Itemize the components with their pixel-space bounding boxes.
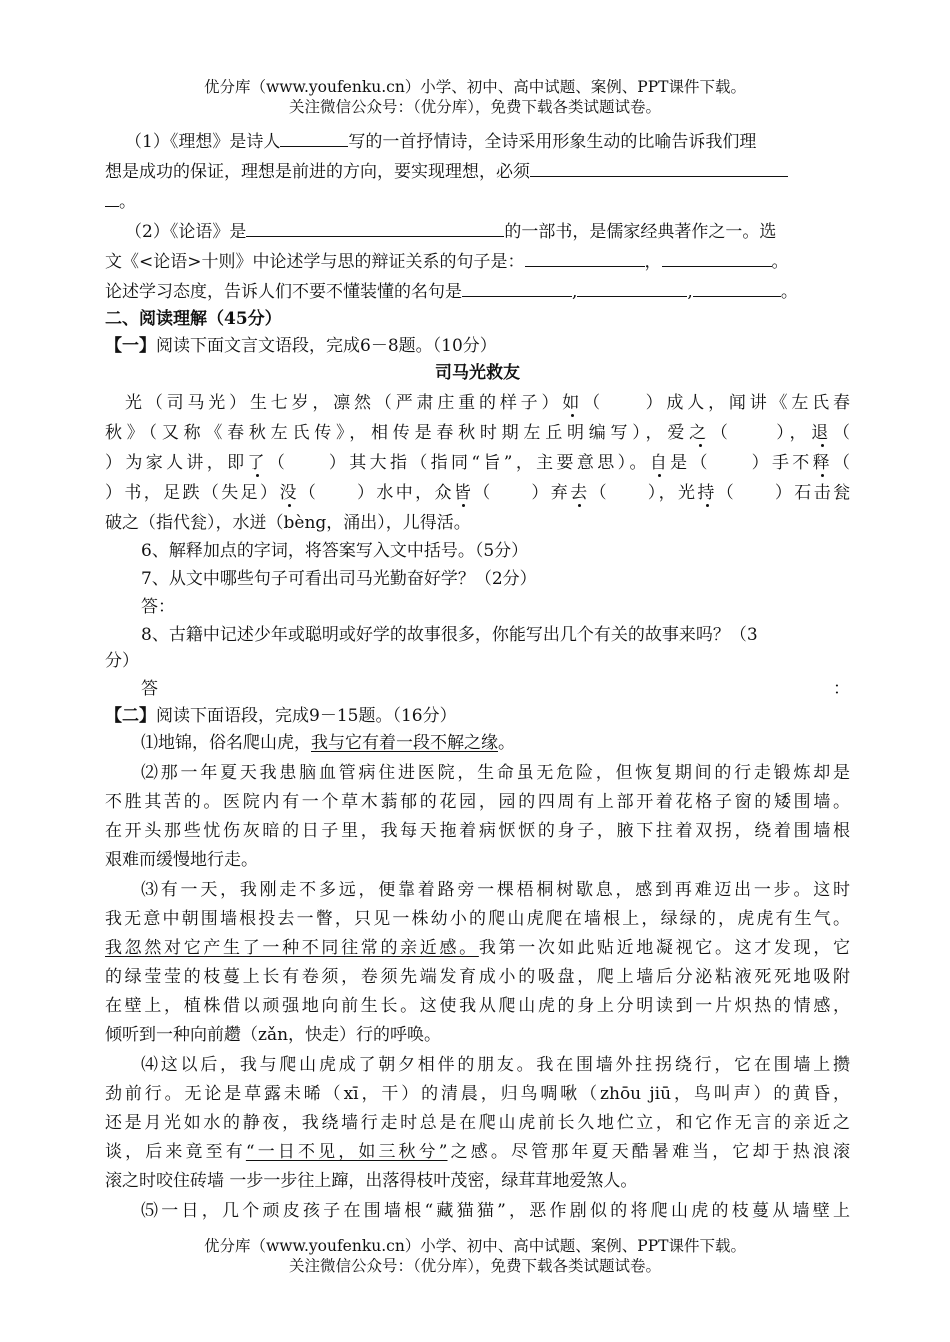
para-4-line-5: 滚之时咬住砖墙 一步一步往上蹿，出落得枝叶茂密，绿茸茸地爱煞人。 — [105, 1171, 638, 1191]
para-2-line-3: 在开头那些忧伤灰暗的日子里，我每天拖着病恹恹的身子，腋下拄着双拐，绕着围墙根 — [105, 821, 850, 841]
blank — [525, 248, 645, 267]
para-2-line-1: ⑵那一年夏天我患脑血管病住进医院，生命虽无危险，但恢复期间的行走锻炼却是 — [141, 763, 850, 783]
passage-line-4: ）书，足跌（失足）没（ ）水中，众皆（ ）弃去（ ），光持（ ）石击瓮 — [105, 483, 851, 503]
blank — [693, 278, 781, 297]
para-4-line-4: 谈，后来竟至有“一日不见，如三秋兮”之感。尽管那年夏天酷暑难当，它却于热浪滚 — [105, 1142, 851, 1162]
q2-line-1: （2）《论语》是 的一部书，是儒家经典著作之一。选 — [105, 218, 850, 245]
para-5-line-1: ⑸一日，几个顽皮孩子在围墙根“藏猫猫”，恶作剧似的将爬山虎的枝蔓从墙壁上 — [141, 1201, 850, 1221]
section-2-title: 二、阅读理解（45分） — [105, 309, 282, 329]
para-3-line-1: ⑶有一天，我刚走不多远，便靠着路旁一棵梧桐树歇息，感到再难迈出一步。这时 — [141, 880, 850, 900]
part1-title: 【一】阅读下面文言文语段，完成6－8题。（10分） — [105, 336, 497, 356]
footer-line-2: 关注微信公众号：（优分库），免费下载各类试题试卷。 — [288, 1257, 661, 1275]
question-8-line-1: 8、古籍中记述少年或聪明或好学的故事很多，你能写出几个有关的故事来吗？（3 — [141, 625, 758, 645]
q1-line-3: 。 — [105, 188, 850, 215]
para-3-line-6: 倾听到一种向前趱（zǎn，快走）行的呼唤。 — [105, 1025, 442, 1045]
question-8-answer: 答 ： — [141, 679, 850, 699]
footer-line-1: 优分库（www.youfenku.cn）小学、初中、高中试题、案例、PPT课件下载。 — [203, 1237, 747, 1255]
passage-title: 司马光救友 — [435, 363, 520, 383]
header-line-2: 关注微信公众号：（优分库），免费下载各类试题试卷。 — [288, 98, 661, 116]
question-8-line-2: 分） — [105, 651, 139, 671]
q1-line-1: （1）《理想》是诗人 写的一首抒情诗，全诗采用形象生动的比喻告诉我们理 — [105, 128, 850, 155]
para-1: ⑴地锦，俗名爬山虎，我与它有着一段不解之缘。 — [141, 733, 515, 753]
blank — [246, 218, 504, 237]
passage-line-2: 秋》（又称《春秋左氏传》，相传是春秋时期左丘明编写），爱之（ ），退（ — [105, 423, 851, 443]
para-3-line-4: 的绿莹莹的枝蔓上长有卷须，卷须先端发育成小的吸盘，爬上墙后分泌粘液死死地吸附 — [105, 967, 850, 987]
para-3-line-3: 我忽然对它产生了一种不同往常的亲近感。我第一次如此贴近地凝视它。这才发现，它 — [105, 938, 851, 958]
part2-title: 【二】阅读下面语段，完成9－15题。（16分） — [105, 706, 457, 726]
q1-line-2: 想是成功的保证，理想是前进的方向，要实现理想，必须 — [105, 158, 850, 185]
blank — [577, 278, 687, 297]
passage-line-3: ）为家人讲，即了（ ）其大指（指同“旨”，主要意思）。自是（ ）手不释（ — [105, 453, 851, 473]
passage-line-1: 光（司马光）生七岁，凛然（严肃庄重的样子）如（ ）成人，闻讲《左氏春 — [125, 393, 851, 413]
question-7: 7、从文中哪些句子可看出司马光勤奋好学？（2分） — [141, 569, 537, 589]
para-4-line-1: ⑷这以后，我与爬山虎成了朝夕相伴的朋友。我在围墙外拄拐绕行，它在围墙上攒 — [141, 1055, 850, 1075]
para-2-line-2: 不胜其苦的。医院内有一个草木蓊郁的花园，园的四周有上部开着花格子窗的矮围墙。 — [105, 792, 850, 812]
blank — [280, 128, 348, 147]
q2-line-2: 文《<论语>十则》中论述学与思的辩证关系的句子是： ， 。 — [105, 248, 850, 275]
blank — [105, 188, 119, 207]
para-4-line-2: 劲前行。无论是草露未晞（xī，干）的清晨，归鸟啁啾（zhōu jiū，鸟叫声）的黄昏， — [105, 1084, 850, 1104]
para-2-line-4: 艰难而缓慢地行走。 — [105, 850, 258, 870]
header-line-1: 优分库（www.youfenku.cn）小学、初中、高中试题、案例、PPT课件下载。 — [203, 78, 747, 96]
passage-line-5: 破之（指代瓮），水迸（bèng，涌出），儿得活。 — [105, 513, 471, 533]
blank — [662, 248, 772, 267]
para-3-line-2: 我无意中朝围墙根投去一瞥，只见一株幼小的爬山虎爬在墙根上，绿绿的，虎虎有生气。 — [105, 909, 850, 929]
question-7-answer: 答： — [141, 597, 175, 617]
para-3-line-5: 在壁上，植株借以顽强地向前生长。这使我从爬山虎的身上分明读到一片炽热的情感， — [105, 996, 850, 1016]
blank — [462, 278, 572, 297]
q2-line-3: 论述学习态度，告诉人们不要不懂装懂的名句是 , , 。 — [105, 278, 850, 305]
blank — [530, 158, 788, 177]
para-4-line-3: 还是月光如水的静夜，我绕墙行走时总是在爬山虎前长久地伫立，和它作无言的亲近之 — [105, 1113, 850, 1133]
question-6: 6、解释加点的字词，将答案写入文中括号。（5分） — [141, 541, 529, 561]
